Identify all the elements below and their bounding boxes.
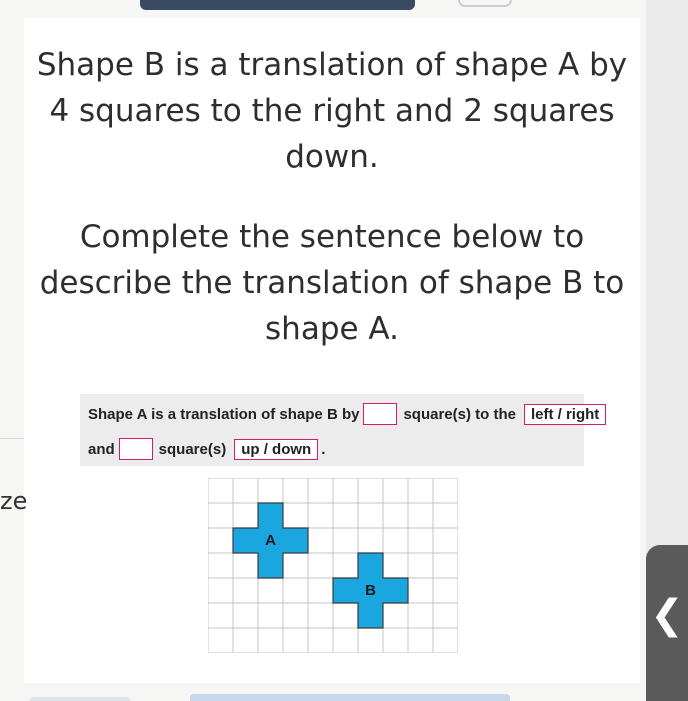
translation-grid xyxy=(208,478,458,653)
sentence-line-2 xyxy=(88,438,325,460)
grid-lines xyxy=(208,478,458,653)
chevron-left-icon: ❮ xyxy=(650,592,684,638)
grid-svg xyxy=(208,478,458,653)
sentence-text-3: and xyxy=(88,440,115,458)
shapes-layer xyxy=(233,503,408,628)
sentence-text-2: square(s) to the xyxy=(403,405,516,423)
top-toolbar-bar xyxy=(140,0,415,10)
shape-b-label: B xyxy=(365,582,376,599)
previous-button[interactable] xyxy=(646,545,688,701)
sentence-line-1 xyxy=(88,403,606,425)
shape-a-label: A xyxy=(265,532,276,549)
left-right-choice[interactable]: left / right xyxy=(524,404,606,425)
question-paragraph-2: Complete the sentence below to describe the translation of shape B to shape A. xyxy=(39,219,625,347)
left-divider xyxy=(0,438,24,439)
bottom-nav-hint xyxy=(190,694,510,701)
up-down-choice[interactable]: up / down xyxy=(234,439,318,460)
question-paragraph-1: Shape B is a translation of shape A by 4 squares to the right and 2 squares down. xyxy=(36,47,628,175)
squares-horizontal-input[interactable] xyxy=(363,403,397,425)
sentence-end: . xyxy=(321,440,326,458)
squares-vertical-input[interactable] xyxy=(119,438,153,460)
bottom-nav-hint-left xyxy=(30,697,130,701)
left-edge-text: ze xyxy=(0,487,28,515)
sentence-text-4: square(s) xyxy=(158,440,227,458)
sentence-text-1: Shape A is a translation of shape B by xyxy=(88,405,360,423)
top-tab-outline[interactable] xyxy=(458,0,512,7)
